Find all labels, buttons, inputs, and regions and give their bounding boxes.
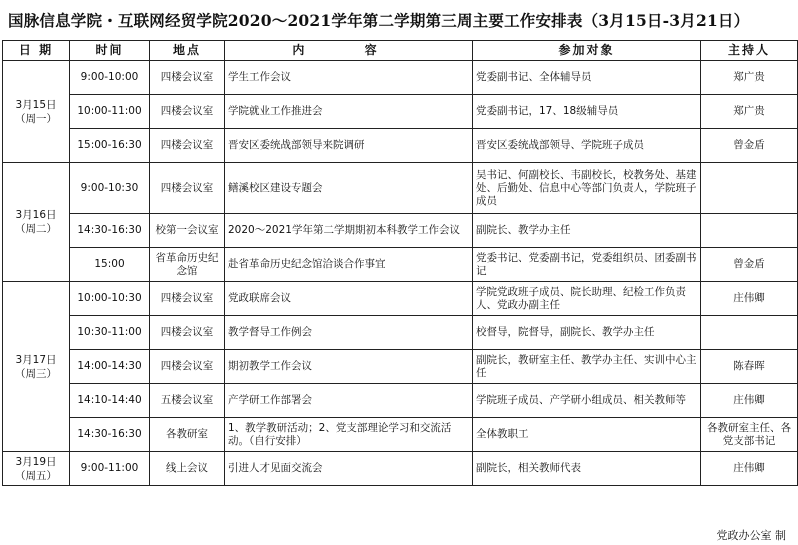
content-cell: 期初教学工作会议: [225, 350, 473, 384]
table-row: [3, 248, 798, 282]
place-cell: 线上会议: [150, 452, 225, 486]
header-row: [3, 41, 798, 61]
host-cell: 郑广贵: [701, 95, 798, 129]
schedule-body: [3, 61, 798, 486]
content-cell: 学院就业工作推进会: [225, 95, 473, 129]
date-cell: [3, 452, 70, 486]
host-cell: 陈春晖: [701, 350, 798, 384]
time-cell: 10:00-11:00: [70, 95, 150, 129]
place-cell: 四楼会议室: [150, 61, 225, 95]
content-cell: 赴省革命历史纪念馆洽谈合作事宜: [225, 248, 473, 282]
header-date: 日 期: [3, 41, 70, 61]
weekday-label: （周五）: [15, 469, 57, 482]
place-cell: 省革命历史纪念馆: [150, 248, 225, 282]
date-cell: [3, 61, 70, 163]
date-label: 3月16日: [15, 209, 57, 221]
content-cell: 学生工作会议: [225, 61, 473, 95]
date-label: 3月15日: [15, 98, 57, 111]
place-cell: 校第一会议室: [150, 214, 225, 248]
host-cell: 庄伟卿: [701, 282, 798, 316]
content-cell: 党政联席会议: [225, 282, 473, 316]
attendees-cell: 副院长、教学办主任: [473, 214, 701, 248]
table-row: [3, 163, 798, 214]
host-cell: 郑广贵: [701, 61, 798, 95]
table-row: [3, 418, 798, 452]
date-label: 3月17日: [15, 353, 57, 366]
place-cell: 四楼会议室: [150, 350, 225, 384]
header-attendees: 参加对象: [473, 41, 701, 61]
place-cell: 四楼会议室: [150, 316, 225, 350]
time-cell: 14:30-16:30: [70, 418, 150, 452]
header-host: 主持人: [701, 41, 798, 61]
content-cell: 教学督导工作例会: [225, 316, 473, 350]
date-cell: [3, 282, 70, 452]
schedule-table: [2, 40, 798, 486]
header-content: 内 容: [225, 41, 473, 61]
content-cell: 2020～2021学年第二学期期初本科教学工作会议: [225, 214, 473, 248]
place-cell: 各教研室: [150, 418, 225, 452]
host-cell: 各教研室主任、各党支部书记: [701, 418, 798, 452]
table-row: [3, 384, 798, 418]
attendees-cell: 党委副书记，17、18级辅导员: [473, 95, 701, 129]
weekday-label: （周三）: [15, 367, 57, 380]
table-row: [3, 282, 798, 316]
time-cell: 14:30-16:30: [70, 214, 150, 248]
time-cell: 10:30-11:00: [70, 316, 150, 350]
attendees-cell: 学院班子成员、产学研小组成员、相关教师等: [473, 384, 701, 418]
host-cell: [701, 316, 798, 350]
attendees-cell: 吴书记、何副校长、韦副校长，校教务处、基建处、后勤处、信息中心等部门负责人，学院班子成员: [473, 163, 701, 214]
table-row: [3, 316, 798, 350]
table-row: [3, 214, 798, 248]
place-cell: 四楼会议室: [150, 282, 225, 316]
time-cell: 9:00-10:30: [70, 163, 150, 214]
attendees-cell: 党委书记、党委副书记，党委组织员、团委副书记: [473, 248, 701, 282]
place-cell: 四楼会议室: [150, 129, 225, 163]
attendees-cell: 副院长，相关教师代表: [473, 452, 701, 486]
header-time: 时间: [70, 41, 150, 61]
host-cell: 曾金盾: [701, 129, 798, 163]
place-cell: 四楼会议室: [150, 95, 225, 129]
attendees-cell: 全体教职工: [473, 418, 701, 452]
table-row: [3, 95, 798, 129]
host-cell: 曾金盾: [701, 248, 798, 282]
place-cell: 四楼会议室: [150, 163, 225, 214]
time-cell: 15:00-16:30: [70, 129, 150, 163]
table-row: [3, 350, 798, 384]
content-cell: 产学研工作部署会: [225, 384, 473, 418]
table-row: [3, 61, 798, 95]
header-place: 地点: [150, 41, 225, 61]
content-cell: 晋安区委统战部领导来院调研: [225, 129, 473, 163]
page-title: 国脉信息学院・互联网经贸学院2020～2021学年第二学期第三周主要工作安排表（3月15日-3月21日）: [8, 11, 750, 30]
footer-credit: 党政办公室 制: [716, 529, 786, 542]
weekday-label: （周二）: [15, 223, 57, 235]
attendees-cell: 学院党政班子成员、院长助理、纪检工作负责人、党政办副主任: [473, 282, 701, 316]
attendees-cell: 党委副书记、全体辅导员: [473, 61, 701, 95]
time-cell: 15:00: [70, 248, 150, 282]
content-cell: 鳝溪校区建设专题会: [225, 163, 473, 214]
weekday-label: （周一）: [15, 112, 57, 125]
content-cell: 引进人才见面交流会: [225, 452, 473, 486]
content-cell: 1、教学教研活动；2、党支部理论学习和交流活动。（自行安排）: [225, 418, 473, 452]
time-cell: 10:00-10:30: [70, 282, 150, 316]
attendees-cell: 副院长，教研室主任、教学办主任、实训中心主任: [473, 350, 701, 384]
table-row: [3, 452, 798, 486]
date-cell: [3, 163, 70, 282]
time-cell: 14:00-14:30: [70, 350, 150, 384]
date-label: 3月19日: [15, 455, 57, 468]
host-cell: [701, 214, 798, 248]
host-cell: 庄伟卿: [701, 384, 798, 418]
place-cell: 五楼会议室: [150, 384, 225, 418]
table-row: [3, 129, 798, 163]
time-cell: 14:10-14:40: [70, 384, 150, 418]
host-cell: [701, 163, 798, 214]
attendees-cell: 晋安区委统战部领导、学院班子成员: [473, 129, 701, 163]
host-cell: 庄伟卿: [701, 452, 798, 486]
time-cell: 9:00-11:00: [70, 452, 150, 486]
attendees-cell: 校督导，院督导，副院长、教学办主任: [473, 316, 701, 350]
time-cell: 9:00-10:00: [70, 61, 150, 95]
